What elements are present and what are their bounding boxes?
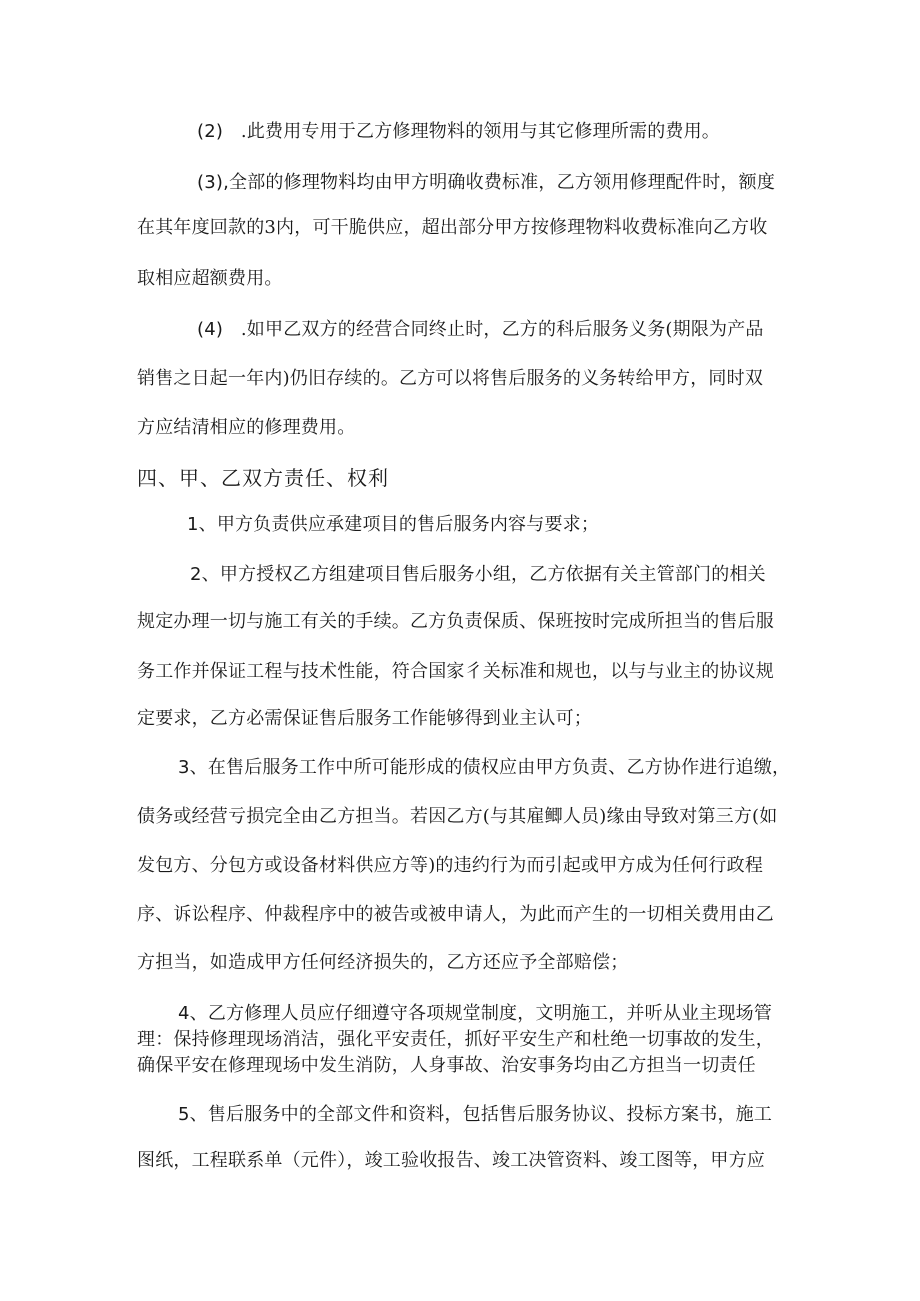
item-5-line-2: 图纸，工程联系单（元件），竣工验收报告、竣工决管资料、竣工图等，甲方应: [137, 1150, 765, 1171]
paragraph-3-text: 全部的修理物料均由甲方明确收费标准，乙方领用修理配件时，额度: [229, 172, 776, 193]
paragraph-4-line-3: 方应结清相应的修理费用。: [137, 417, 356, 438]
item-5-text: 、售后服务中的全部文件和资料，包括售后服务协议、投标方案书，施工: [189, 1104, 773, 1125]
paragraph-2-text: .此费用专用于乙方修理物料的领用与其它修理所需的费用。: [240, 121, 720, 142]
item-3-text: 、在售后服务工作中所可能形成的债权应由甲方负责、乙方协作进行追缴，: [189, 757, 791, 778]
item-2-line-3: 务工作并保证工程与技术性能，符合国家彳关标准和规也，以与与业主的协议规: [137, 661, 774, 682]
paragraph-2-line-1: [197, 120, 720, 144]
item-4-line-1: [178, 1002, 772, 1026]
item-4-line-2: 理：保持修理现场消洁，强化平安责任，抓好平安生产和杜绝一切事故的发生，: [137, 1029, 774, 1050]
item-2-line-4: 定要求，乙方必需保证售后服务工作能够得到业主认可；: [137, 708, 592, 729]
item-3-line-1: [178, 756, 790, 780]
paragraph-4-text: .如甲乙双方的经营合同终止时，乙方的科后服务义务(期限为产品: [240, 319, 764, 340]
paragraph-3-line-2: 在其年度回款的3内，可干脆供应，超出部分甲方按修理物料收费标准向乙方收: [137, 217, 768, 238]
item-2-number: 2: [190, 564, 202, 585]
paragraph-4-number: (4): [197, 319, 224, 340]
item-1-line-1: [187, 513, 599, 537]
item-1-number: 1: [187, 514, 199, 535]
item-2-line-2: 规定办理一切与施工有关的手续。乙方负责保质、保班按时完成所担当的售后服: [137, 611, 774, 632]
paragraph-3-line-3: 取相应超额费用。: [137, 268, 283, 289]
item-3-line-4: 序、诉讼程序、仲裁程序中的被告或被申请人，为此而产生的一切相关费用由乙: [137, 904, 774, 925]
item-3-number: 3: [178, 757, 190, 778]
item-3-line-2: 债务或经营亏损完全由乙方担当。若因乙方(与其雇鲫人员)缘由导致对第三方(如: [137, 806, 778, 827]
item-3-line-3: 发包方、分包方或设备材料供应方等)的违约行为而引起或甲方成为任何行政程: [137, 855, 764, 876]
item-2-line-1: [190, 563, 766, 587]
paragraph-2-number: (2): [197, 121, 224, 142]
item-4-number: 4: [178, 1003, 190, 1024]
item-4-line-3: 确保平安在修理现场中发生消防，人身事故、治安事务均由乙方担当一切责任: [137, 1055, 756, 1076]
item-1-text: 、甲方负责供应承建项目的售后服务内容与要求；: [198, 514, 600, 535]
item-4-text: 、乙方修理人员应仔细遵守各项规堂制度，文明施工，并听从业主现场管: [189, 1003, 773, 1024]
item-2-text: 、甲方授权乙方组建项目售后服务小组，乙方依据有关主管部门的相关: [201, 564, 766, 585]
section-heading: 四、甲、乙双方责任、权利: [137, 466, 389, 490]
item-5-number: 5: [178, 1104, 190, 1125]
paragraph-4-line-2: 销售之日起一年内)仍旧存续的。乙方可以将售后服务的义务转给甲方，同时双: [137, 368, 764, 389]
item-5-line-1: [178, 1103, 772, 1127]
item-3-line-5: 方担当，如造成甲方任何经济损失的，乙方还应予全部赔偿；: [137, 952, 629, 973]
paragraph-3-number: (3),: [197, 172, 230, 193]
paragraph-3-line-1: [197, 171, 775, 195]
paragraph-4-line-1: [197, 318, 764, 342]
